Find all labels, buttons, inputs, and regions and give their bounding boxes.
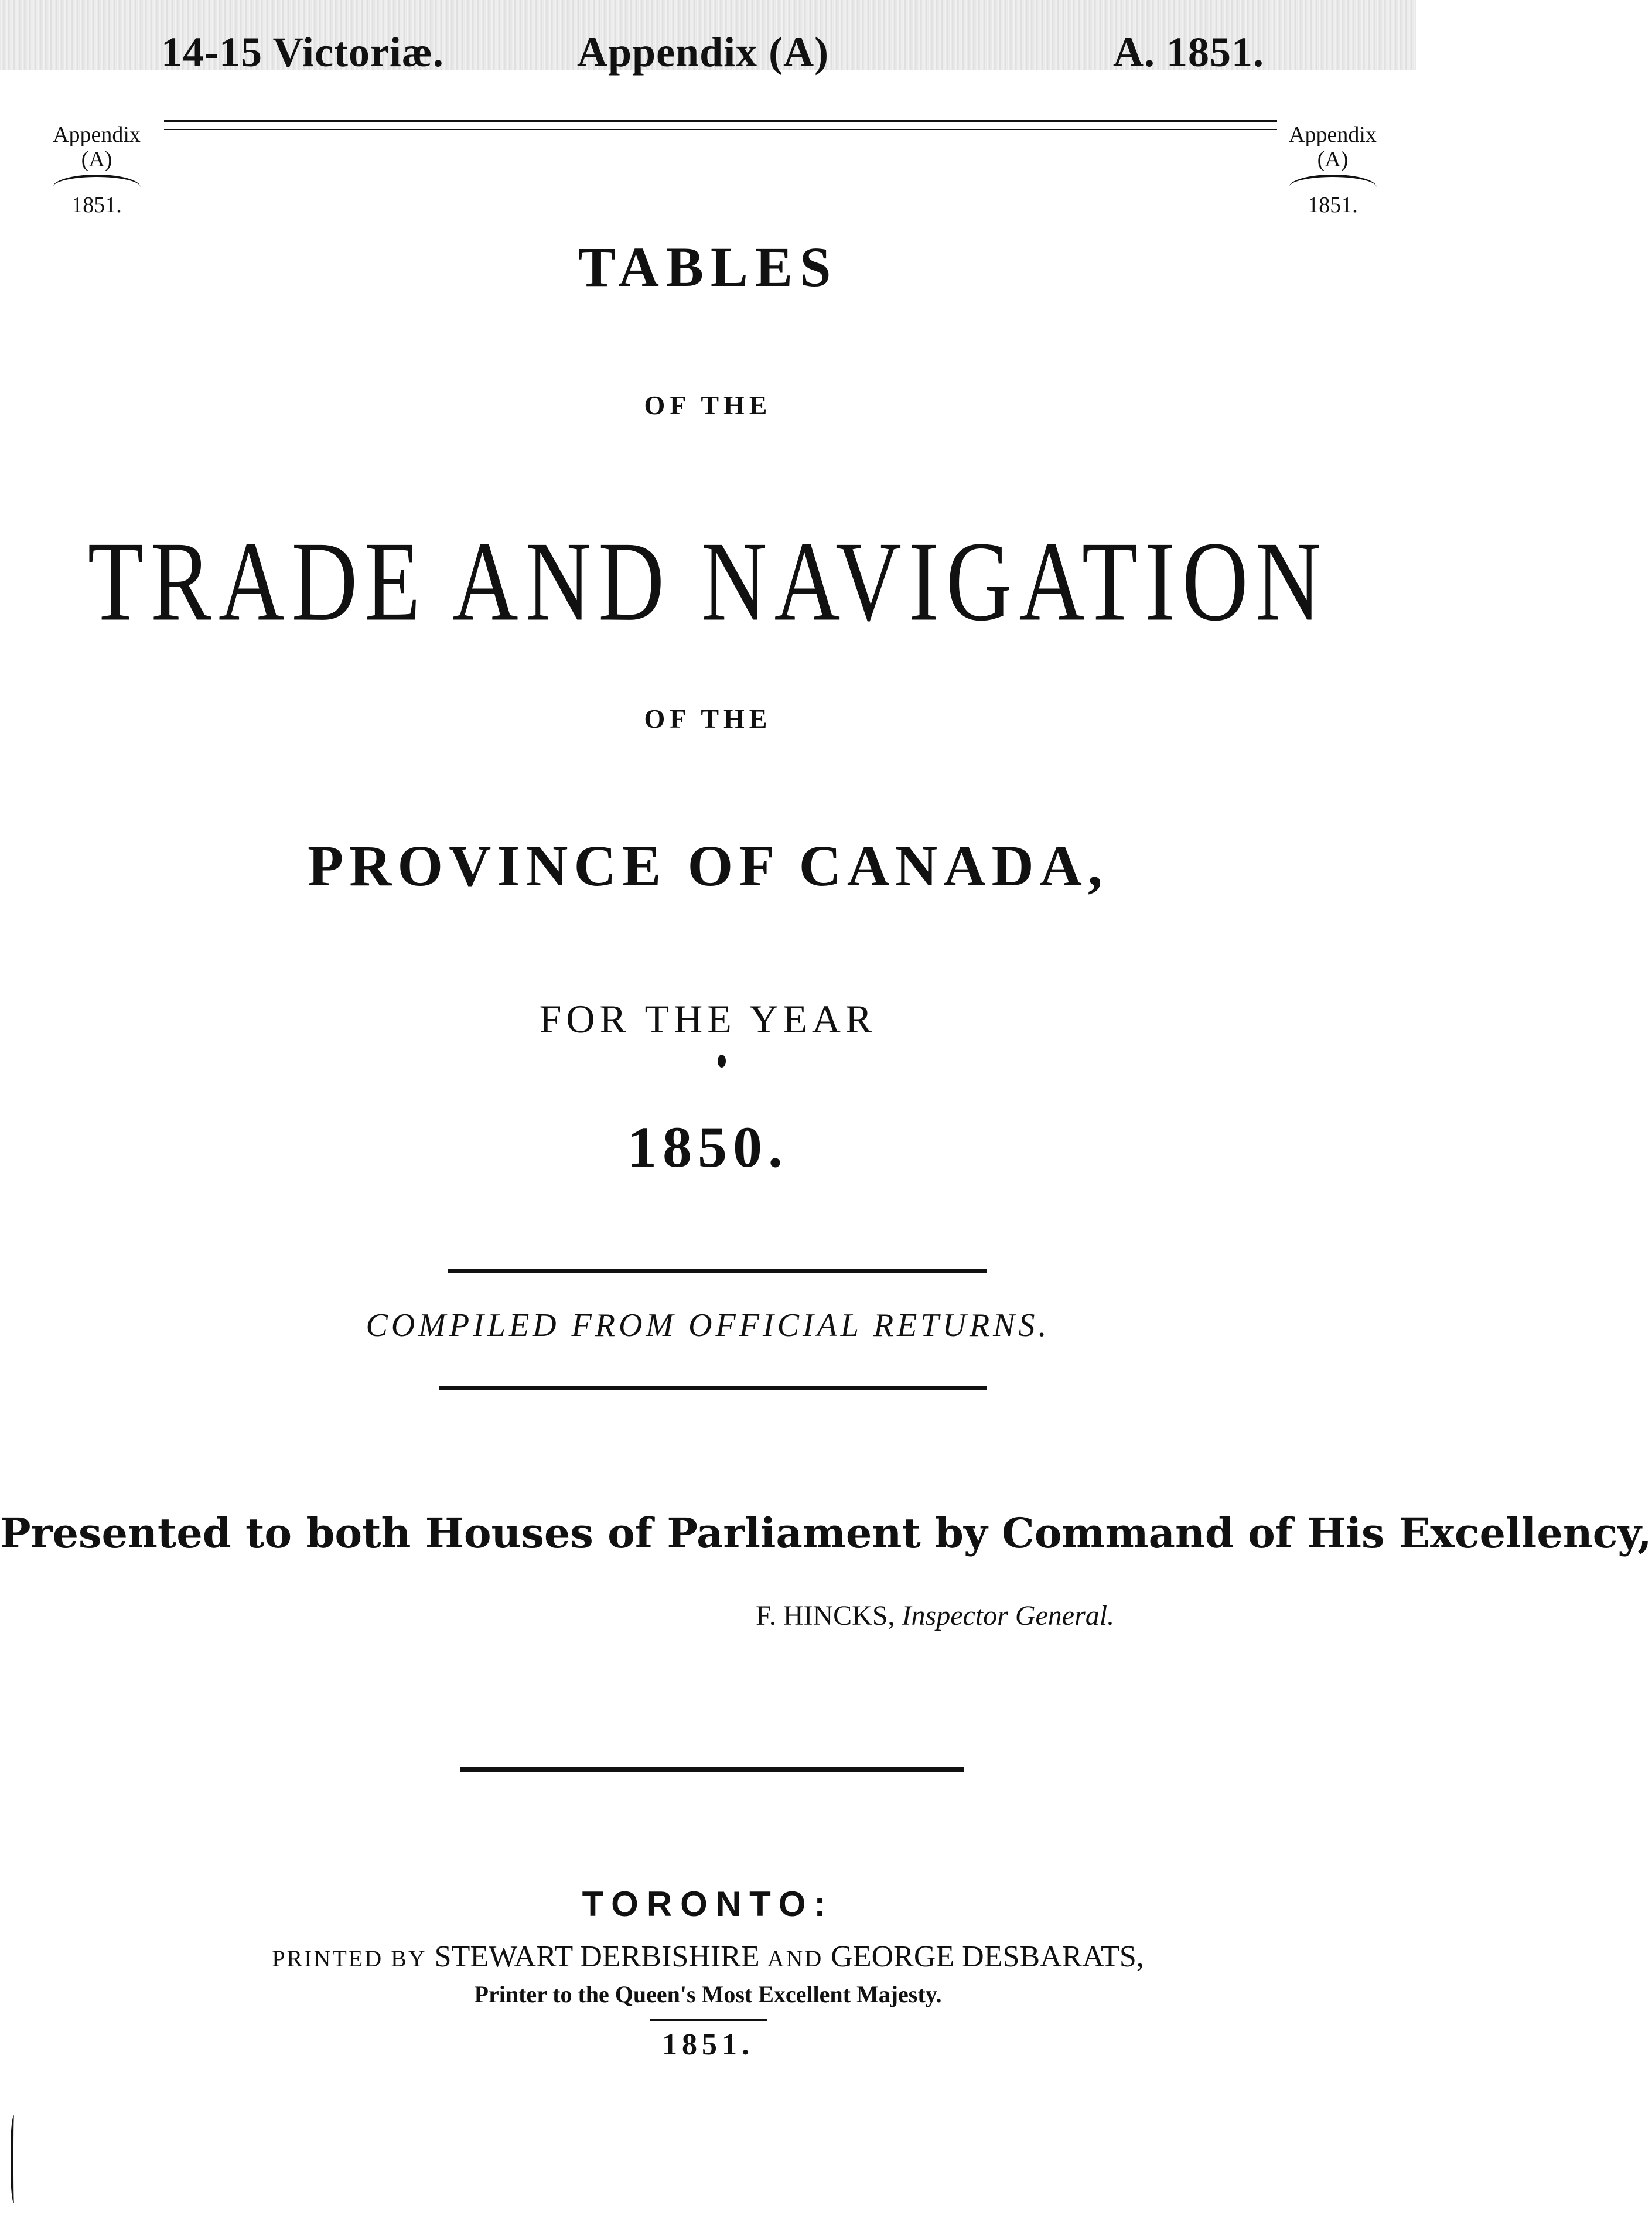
margin-note-year: 1851. bbox=[71, 192, 122, 217]
margin-note-label: Appendix bbox=[53, 122, 141, 147]
rule-below-compiled bbox=[439, 1386, 987, 1390]
imprint-printers bbox=[0, 1939, 1416, 1974]
compiled-note: COMPILED FROM OFFICIAL RETURNS. bbox=[366, 1307, 1050, 1344]
brace-mark bbox=[1289, 175, 1377, 190]
header-rule-top bbox=[164, 120, 1277, 122]
imprint-rule bbox=[650, 2019, 767, 2021]
title-province: PROVINCE OF CANADA, bbox=[308, 833, 1108, 898]
header-year: A. 1851. bbox=[1113, 29, 1264, 76]
brace-mark bbox=[53, 175, 141, 190]
signature-role: Inspector General. bbox=[902, 1600, 1115, 1631]
margin-note-letter: (A) bbox=[81, 146, 112, 172]
imprint-and: AND bbox=[767, 1945, 824, 1972]
margin-note-year: 1851. bbox=[1308, 192, 1358, 217]
imprint-printer-two: GEORGE DESBARATS, bbox=[831, 1940, 1144, 1973]
header-rule-bottom bbox=[164, 129, 1277, 130]
rule-main bbox=[460, 1767, 964, 1772]
margin-note-right bbox=[1265, 123, 1400, 217]
margin-note-letter: (A) bbox=[1317, 146, 1349, 172]
imprint-printer-to: Printer to the Queen's Most Excellent Majesty. bbox=[474, 1981, 942, 2007]
imprint-year: 1851. bbox=[662, 2028, 754, 2061]
header-session: 14-15 Victoriæ. bbox=[161, 29, 444, 76]
margin-note-label: Appendix bbox=[1289, 122, 1377, 147]
title-year: 1850. bbox=[627, 1114, 789, 1179]
imprint-printer-one: STEWART DERBISHIRE bbox=[434, 1940, 760, 1973]
title-for-the-year: FOR THE YEAR bbox=[539, 997, 877, 1041]
title-tables: TABLES bbox=[578, 236, 838, 298]
page-edge-mark bbox=[11, 2115, 19, 2203]
imprint-city: TORONTO: bbox=[582, 1884, 834, 1924]
ornament-dot bbox=[718, 1055, 726, 1068]
signature-name: F. HINCKS, bbox=[756, 1600, 895, 1631]
presented-line: Presented to both Houses of Parliament by Command of His Excellency, bbox=[0, 1509, 1652, 1557]
margin-note-left bbox=[29, 123, 164, 217]
header-appendix: Appendix (A) bbox=[577, 29, 830, 76]
signature bbox=[756, 1600, 1114, 1632]
rule-above-compiled bbox=[448, 1269, 987, 1273]
title-main: TRADE AND NAVIGATION bbox=[87, 517, 1329, 645]
title-of-the-1: OF THE bbox=[644, 390, 772, 420]
imprint-printed-by: PRINTED BY bbox=[272, 1945, 427, 1972]
title-of-the-2: OF THE bbox=[644, 704, 772, 734]
